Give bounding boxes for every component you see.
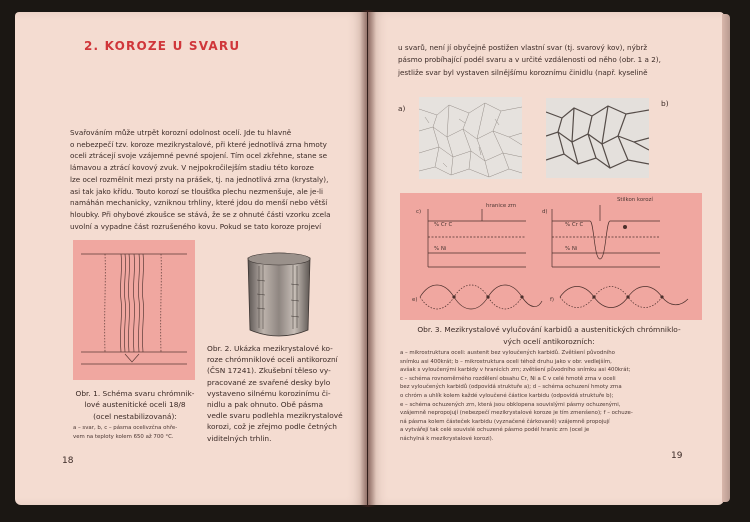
fig2Cap-line: Obr. 2. Ukázka mezikrystalové ko-	[207, 344, 333, 353]
fig2Cap-line: nidlu a pak ohnuto. Obě pásma	[207, 400, 324, 409]
label-e: e)	[412, 297, 418, 303]
page-number-right: 19	[671, 451, 683, 461]
fig2-bent-specimen-photo	[245, 250, 313, 340]
label-a: a)	[398, 104, 406, 113]
fig3Leg-line: a vytvářejí tak celé souvislé ochuzené pásmo podél hranic zrn (ocel je	[400, 427, 590, 434]
fig3Leg-line: c – schéma rovnoměrného rozdělení obsahu Cr, Ni a C v celé hmotě zrna v oceli	[400, 375, 616, 382]
fig2Cap-line: vystaveno silnému korozinímu či-	[207, 388, 331, 398]
fig2Cap-line: viditelných trhlin.	[207, 433, 272, 443]
leftBody-line: hloubky. Při ohybové zkoušce se stává, že se z ohnuté části vzorku zcela	[70, 209, 331, 219]
label-b: b)	[661, 99, 669, 108]
leftBody-line: o nebezpečí tzv. koroze mezikrystalové, při které jednotlivá zrna hmoty	[70, 139, 327, 149]
micrograph-a	[419, 97, 522, 179]
fig3Leg-line: náchylná k mezikrystalové korozi).	[400, 436, 494, 442]
fig3Cap-line: vých ocelí antikorozních:	[503, 336, 595, 346]
fig1-weld-schematic	[73, 240, 195, 380]
rightTop-line: u svarů, není jí obyčejně postižen vlastní svar (tj. svarový kov), nýbrž	[398, 43, 648, 52]
micrograph-b	[546, 98, 649, 178]
leftBody-line: lze ocel rozmělnit mezi prsty na prášek, tj. na jednotlivá zrna (krystaly),	[70, 174, 329, 184]
fig1Cap-line: (ocel nestabilizovaná):	[93, 411, 177, 421]
fig3Leg-line: snímku asi 400krát; b – mikrostruktura oceli téhož druhu jako v obr. vedlejším,	[400, 358, 612, 365]
fig2Cap-line: vedle svaru podlehla mezikrystalové	[207, 411, 343, 421]
page-edge-right	[722, 14, 730, 502]
rightTop-line: pásmo probíhající podél svaru a v určité vzdálenosti od něho (obr. 1 a 2),	[398, 55, 661, 65]
label-d: d)	[542, 209, 548, 215]
leftBody-line: namáhán mechanicky, vzniknou trhliny, které jdou do menší nebo větší	[70, 198, 328, 208]
fig1Cap-line: Obr. 1. Schéma svaru chrómnik-	[75, 389, 195, 398]
fig1Leg-line: a – svar, b, c – pásma ocelivzčna ohře-	[73, 425, 178, 431]
fig1Leg-line: vem na teploty kolem 650 až 700 °C.	[73, 433, 174, 440]
fig3Leg-line: vzájemně nepropojují (nebezpečí mezikrystalové koroze je tím zmenšeno); f – ochuze-	[400, 410, 633, 417]
page-number-left: 18	[62, 456, 74, 466]
fig3Leg-line: avšak s vyloučenými karbidy v hranicích zrn; zvětšení původního snímku asi 400krát;	[400, 367, 631, 374]
rightTop-line: jestliže svar byl vystaven silnějšímu koroznímu činidlu (např. kyselině	[398, 67, 648, 77]
fig3Leg-line: o chróm a uhlík kolem každé vyloučené částice karbidu (odpovídá struktuře b);	[400, 393, 614, 399]
label-ni-left: % Ni	[434, 246, 447, 252]
label-ni-right: % Ni	[565, 246, 578, 252]
label-cr-c-left: % Cr C	[434, 222, 453, 228]
fig2Cap-line: korozi, což je zřejmo podle četných	[207, 422, 337, 432]
label-stilkon: Stilkon korozí	[617, 197, 653, 203]
label-f: f)	[550, 297, 555, 303]
label-c: c)	[416, 209, 422, 215]
leftBody-line: Svařováním může utrpět korozní odolnost ocelí. Jde tu hlavně	[70, 128, 292, 137]
fig2Cap-line: (ČSN 17241). Zkušební těleso vy-	[207, 366, 331, 376]
fig3Leg-line: ná pásma kolem částeček karbidu (vyznačené čárkovaně) vzájemně propojují	[400, 418, 610, 425]
fig3Leg-line: bez vyloučených karbidů (odpovídá struktuře a); d – schéma ochuzení hmoty zrna	[400, 384, 622, 391]
leftBody-line: uvolní a vypadne část rozrušeného kovu. Pokud se tato koroze projeví	[70, 221, 322, 231]
fig3Leg-line: e – schéma ochuzených zrn, která jsou obklopena souvislými pásmy ochuzenými,	[400, 401, 621, 408]
label-hranice-zrn: hranice zrn	[486, 203, 517, 209]
fig3Cap-line: Obr. 3. Mezikrystalové vylučování karbidů a austenitických chrómniklo-	[417, 325, 681, 334]
leftBody-line: oceli ztrácejí svoje vzájemné pevné spojení. Tím ocel zkřehne, stane se	[70, 151, 327, 161]
label-cr-c-right: % Cr C	[565, 222, 584, 228]
fig2Cap-line: roze chrómniklové oceli antikorozní	[207, 355, 338, 365]
book-spine	[360, 10, 376, 507]
fig2Cap-line: pracované ze svařené desky bylo	[207, 377, 331, 387]
fig1Cap-line: lové austenitické oceli 18/8	[84, 400, 186, 410]
fig3Leg-line: a – mikrostruktura oceli: austenit bez vyloučených karbidů. Zvětšení původního	[400, 350, 615, 356]
leftBody-line: lámavou a ztrácí kovový zvuk. V nejpokročilejším stadiu této koroze	[70, 163, 314, 173]
leftBody-line: asi tak jako křídu. Touto korozí se tloušťka plechu nezmenšuje, ale je-li	[70, 186, 324, 196]
section-title: 2. KOROZE U SVARU	[84, 39, 241, 53]
